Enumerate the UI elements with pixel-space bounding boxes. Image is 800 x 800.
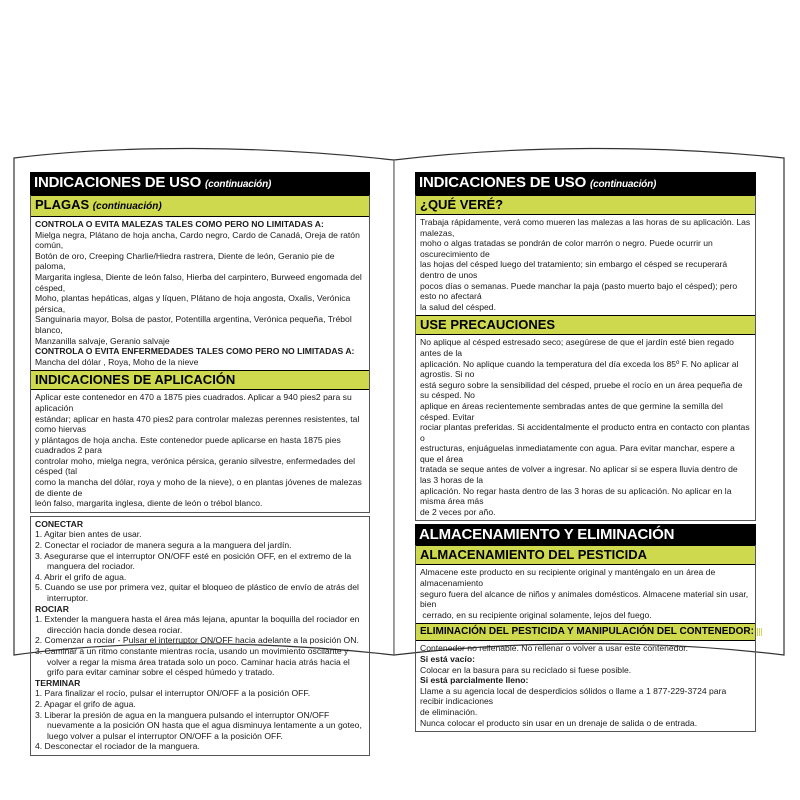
rociar-heading: ROCIAR: [35, 603, 69, 614]
almacenamiento-line: seguro fuera del alcance de niños y animales domésticos. Almacene material sin usar, bien: [420, 588, 749, 610]
left-header-title: INDICACIONES DE USO: [34, 174, 202, 191]
aplicacion-line: controlar moho, mielga negra, verónica pérsica, geranio silvestre, enfermedades del césped (tal: [35, 455, 356, 477]
eliminacion-line: Contenedor no rellenable. No rellenar o volver a usar este contenedor.: [420, 643, 689, 654]
right-header-continuation: (continuación): [590, 179, 657, 190]
right-page: [415, 172, 756, 732]
right-page-header: [415, 172, 756, 195]
malezas-line: Mielga negra, Plátano de hoja ancha, Cardo negro, Cardo de Canadá, Oreja de ratón común,: [35, 229, 360, 251]
almacenamiento-sub-header: [416, 545, 755, 565]
rociar-step: 3. Caminar a un ritmo constante mientras rocía, usando un movimiento oscilante y volver a regar la misma área tratada solo un poco. Caminar hacia atrás hacia el grifo para evitar caminar sobre el césped húmedo y tratado.: [35, 645, 350, 678]
enfermedades-list: Mancha del dólar , Roya, Moho de la nieve: [35, 356, 199, 367]
terminar-step: 4. Desconectar el rociador de la manguera.: [35, 741, 200, 752]
precauciones-line: está seguro sobre la sensibilidad del césped, pruebe el rocío en un área pequeña de su césped. No: [420, 379, 743, 401]
almacenamiento-body: [416, 565, 755, 623]
lleno-line: Llame a su agencia local de desperdicios sólidos o llame a 1 877-229-3724 para recibir indicaciones: [420, 685, 727, 707]
right-header-title: INDICACIONES DE USO: [419, 174, 587, 191]
precauciones-line: aplique en áreas recientemente sembradas antes de que germine la semilla del césped. Evitar: [420, 400, 723, 422]
aplicacion-line: y plántagos de hoja ancha. Este contenedor puede aplicarse en hasta 1875 pies cuadrados 2 para: [35, 434, 341, 456]
eliminacion-title: ELIMINACIÓN DEL PESTICIDA Y MANIPULACIÓN DEL CONTENEDOR:: [420, 626, 754, 638]
almacenamiento-section: [415, 545, 756, 732]
vacio-text: Colocar en la basura para su reciclado si fuese posible.: [420, 664, 632, 675]
precauciones-line: tratada se seque antes de volver a ingresar. No aplicar si se espera lluvia dentro de las 3 horas de la: [420, 464, 738, 486]
aplicacion-title: INDICACIONES DE APLICACIÓN: [35, 372, 236, 388]
malezas-line: Margarita inglesa, Diente de león falso, Hierba del carpintero, Burweed engomada del césped,: [35, 271, 362, 293]
aplicacion-line: león falso, margarita inglesa, diente de león o trébol blanco.: [35, 498, 263, 509]
conectar-step: 4. Abrir el grifo de agua.: [35, 571, 127, 582]
conectar-heading: CONECTAR: [35, 518, 84, 529]
plagas-continuation: (continuación): [92, 201, 162, 212]
precauciones-body: [416, 335, 755, 520]
lleno-line: de eliminación.: [420, 706, 478, 717]
aplicacion-header: [31, 370, 369, 390]
precauciones-line: aplicación. No regar hasta dentro de las 3 horas de su aplicación. No aplicar en la misma área más: [420, 485, 732, 507]
plagas-title: PLAGAS: [35, 197, 90, 212]
que-vere-line: Trabaja rápidamente, verá como mueren las malezas a las horas de su aplicación. Las malezas,: [420, 217, 751, 238]
terminar-step: 1. Para finalizar el rocío, pulsar el interruptor ON/OFF a la posición OFF.: [35, 688, 311, 699]
almacenamiento-line: Almacene este producto en su recipiente original y manténgalo en un área de almacenamiento: [420, 567, 716, 589]
left-page-header: [30, 172, 370, 195]
aplicacion-line: como la mancha del dólar, roya y moho de la nieve), o en plantas jóvenes de malezas de diente de: [35, 477, 362, 498]
malezas-line: Moho, plantas hepáticas, algas y líquen, Plátano de hoja angosta, Oxalis, Verónica pérsica,: [35, 293, 351, 314]
aplicacion-body: [31, 390, 369, 512]
precauciones-line: rociar plantas preferidas. Si accidentalmente el producto entra en contacto con plantas o: [420, 422, 750, 443]
que-vere-line: la salud del césped.: [420, 301, 496, 312]
malezas-line: Botón de oro, Creeping Charlie/Hiedra rastrera, Diente de león, Geranio pie de paloma,: [35, 250, 335, 272]
precauciones-line: de 2 veces por año.: [420, 506, 496, 517]
almacenamiento-sub-title: ALMACENAMIENTO DEL PESTICIDA: [420, 547, 648, 563]
conectar-step: 1. Agitar bien antes de usar.: [35, 529, 142, 540]
malezas-heading: CONTROLA O EVITA MALEZAS TALES COMO PERO NO LIMITADAS A:: [35, 219, 324, 229]
enfermedades-heading: CONTROLA O EVITA ENFERMEDADES TALES COMO PERO NO LIMITADAS A:: [35, 346, 355, 357]
que-vere-header: [416, 195, 755, 215]
rociar-step: 1. Extender la manguera hasta el área más lejana, apuntar la boquilla del rociador en dirección hacia donde desea rociar.: [35, 614, 360, 635]
precauciones-line: No aplique al césped estresado seco; asegúrese de que el jardín esté bien regado antes de la: [420, 337, 734, 358]
almacenamiento-line: cerrado, en su recipiente original solamente, lejos del fuego.: [420, 609, 652, 620]
malezas-line: Sanguinaria mayor, Bolsa de pastor, Potentilla argentina, Verónica pequeña, Trébol blanco,: [35, 314, 352, 335]
que-vere-line: pocos días o semanas. Puede manchar la paja (pasto muerto bajo el césped); pero esto no afectará: [420, 280, 738, 302]
conectar-step: 2. Conectar el rociador de manera segura a la manguera del jardín.: [35, 540, 292, 551]
instrucciones-box: [30, 516, 370, 756]
precauciones-line: estructuras, enjuáguelas inmediatamente con agua. Para evitar manchar, espere a que el área: [420, 443, 735, 464]
terminar-step: 3. Liberar la presión de agua en la manguera pulsando el interruptor ON/OFF nuevamente a la posición ON hasta que el agua disminuya lentamente a un goteo, luego volver a pulsar el interruptor ON/OFF a la posición OFF.: [35, 709, 362, 741]
vacio-heading: Si está vacío:: [420, 654, 475, 664]
que-vere-title: ¿QUÉ VERÉ?: [420, 197, 504, 212]
malezas-line: Manzanilla salvaje, Geranio salvaje: [35, 335, 170, 346]
plagas-body: [31, 217, 369, 370]
que-vere-section: [415, 195, 756, 521]
terminar-heading: TERMINAR: [35, 677, 81, 688]
eliminacion-last-line: Nunca colocar el producto sin usar en un drenaje de salida o de entrada.: [420, 717, 698, 728]
eliminacion-header: [416, 623, 755, 641]
eliminacion-body: [416, 641, 755, 731]
aplicacion-line: estándar; aplicar en hasta 470 pies2 para controlar malezas perennes resistentes, tal como hiervas: [35, 413, 360, 435]
left-page: [30, 172, 370, 756]
lleno-heading: Si está parcialmente lleno:: [420, 675, 529, 686]
que-vere-line: las hojas del césped luego del tratamiento; sin embargo el césped se recuperará dentro de unos: [420, 259, 728, 280]
plagas-header: [31, 195, 369, 217]
que-vere-line: moho o algas tratadas se pondrán de color marrón o negro. Puede ocurrir un oscurecimiento de: [420, 238, 713, 259]
conectar-step: 5. Cuando se use por primera vez, quitar el bloqueo de plástico de envío de atrás del interruptor.: [35, 582, 359, 603]
plagas-section: [30, 195, 370, 513]
conectar-step: 3. Asegurarse que el interruptor ON/OFF esté en posición OFF, en el extremo de la manguera del rociador.: [35, 550, 352, 572]
precauciones-line: aplicación. No aplique cuando la temperatura del día exceda los 85º F. No aplicar al agrostis. Si no: [420, 358, 739, 380]
precauciones-header: [416, 315, 755, 335]
precauciones-title: USE PRECAUCIONES: [420, 317, 556, 333]
rociar-step: 2. Comenzar a rociar - Pulsar el interruptor ON/OFF hacia adelante a la posición ON.: [35, 635, 359, 646]
left-header-continuation: (continuación): [205, 179, 272, 190]
aplicacion-line: Aplicar este contenedor en 470 a 1875 pies cuadrados. Aplicar a 940 pies2 para su aplicación: [35, 392, 352, 413]
almacenamiento-main-title: ALMACENAMIENTO Y ELIMINACIÓN: [419, 526, 675, 544]
que-vere-body: [416, 215, 755, 315]
almacenamiento-main-header: [415, 524, 756, 545]
terminar-step: 2. Apagar el grifo de agua.: [35, 698, 136, 709]
